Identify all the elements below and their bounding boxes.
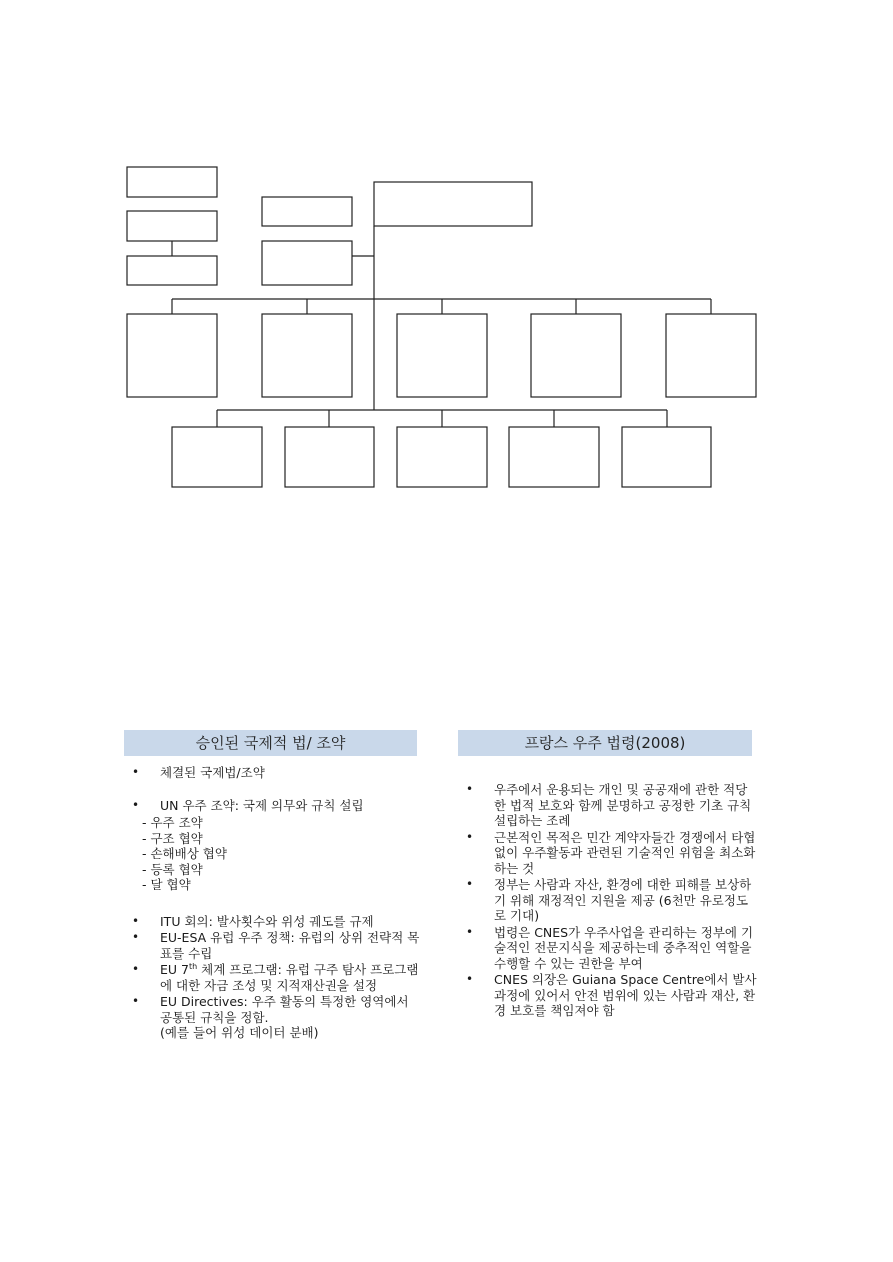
- sub-item: - 손해배상 협약: [142, 846, 227, 861]
- list-item: • EU 7th 체계 프로그램: 유럽 구주 탐사 프로그램에 대한 자금 조성 및 지적재산권을 설정: [124, 962, 424, 993]
- list-item: • UN 우주 조약: 국제 의무와 규칙 설립 - 우주 조약 - 구조 협약 - 손해배상 협약 - 등록 협약 - 달 협약: [124, 798, 424, 893]
- org-box: [531, 314, 621, 397]
- left-panel-body: [124, 765, 424, 1042]
- org-box: [666, 314, 756, 397]
- list-item: • CNES 의장은 Guiana Space Centre에서 발사과정에 있어서 안전 범위에 있는 사람과 재산, 환경 보호를 책임져야 함: [458, 972, 758, 1019]
- left-panel-header: 승인된 국제적 법/ 조약: [124, 730, 417, 756]
- sub-item: - 등록 협약: [142, 861, 203, 877]
- list-item: • ITU 회의: 발사횟수와 위성 궤도를 규제: [124, 914, 424, 930]
- org-box: [262, 197, 352, 226]
- list-item: • 법령은 CNES가 우주사업을 관리하는 정부에 기술적인 전문지식을 제공하는데 중추적인 역할을 수행할 수 있는 권한을 부여: [458, 925, 758, 972]
- org-box: [262, 314, 352, 397]
- org-box: [172, 427, 262, 487]
- right-panel-body: [458, 782, 758, 1020]
- sub-item: - 구조 협약: [142, 830, 203, 846]
- org-box: [397, 314, 487, 397]
- list-item: • EU-ESA 유럽 우주 정책: 유럽의 상위 전략적 목표를 수립: [124, 930, 424, 961]
- org-chart: [0, 0, 893, 520]
- org-box: [509, 427, 599, 487]
- org-box: [285, 427, 374, 487]
- org-box: [397, 427, 487, 487]
- org-box: [622, 427, 711, 487]
- list-item: • 우주에서 운용되는 개인 및 공공재에 관한 적당한 법적 보호와 함께 분명하고 공정한 기초 규칙 설립하는 조례: [458, 782, 758, 829]
- sub-item: - 우주 조약: [142, 815, 203, 830]
- right-panel-header: 프랑스 우주 법령(2008): [458, 730, 752, 756]
- org-box: [127, 256, 217, 285]
- list-item: • 근본적인 목적은 민간 계약자들간 경쟁에서 타협 없이 우주활동과 관련된 기술적인 위험을 최소화하는 것: [458, 830, 758, 877]
- org-box: [127, 167, 217, 197]
- org-box: [127, 314, 217, 397]
- org-box-head: [374, 182, 532, 226]
- list-item: • EU Directives: 우주 활동의 특정한 영역에서 공통된 규칙을 정함. (예를 들어 위성 데이터 분배): [124, 994, 424, 1041]
- org-box: [127, 211, 217, 241]
- list-item: • 체결된 국제법/조약: [124, 765, 424, 781]
- sub-item: - 달 협약: [142, 877, 191, 892]
- org-box: [262, 241, 352, 285]
- list-item: • 정부는 사람과 자산, 환경에 대한 피해를 보상하기 위해 재정적인 지원을 제공 (6천만 유로정도로 기대): [458, 877, 758, 924]
